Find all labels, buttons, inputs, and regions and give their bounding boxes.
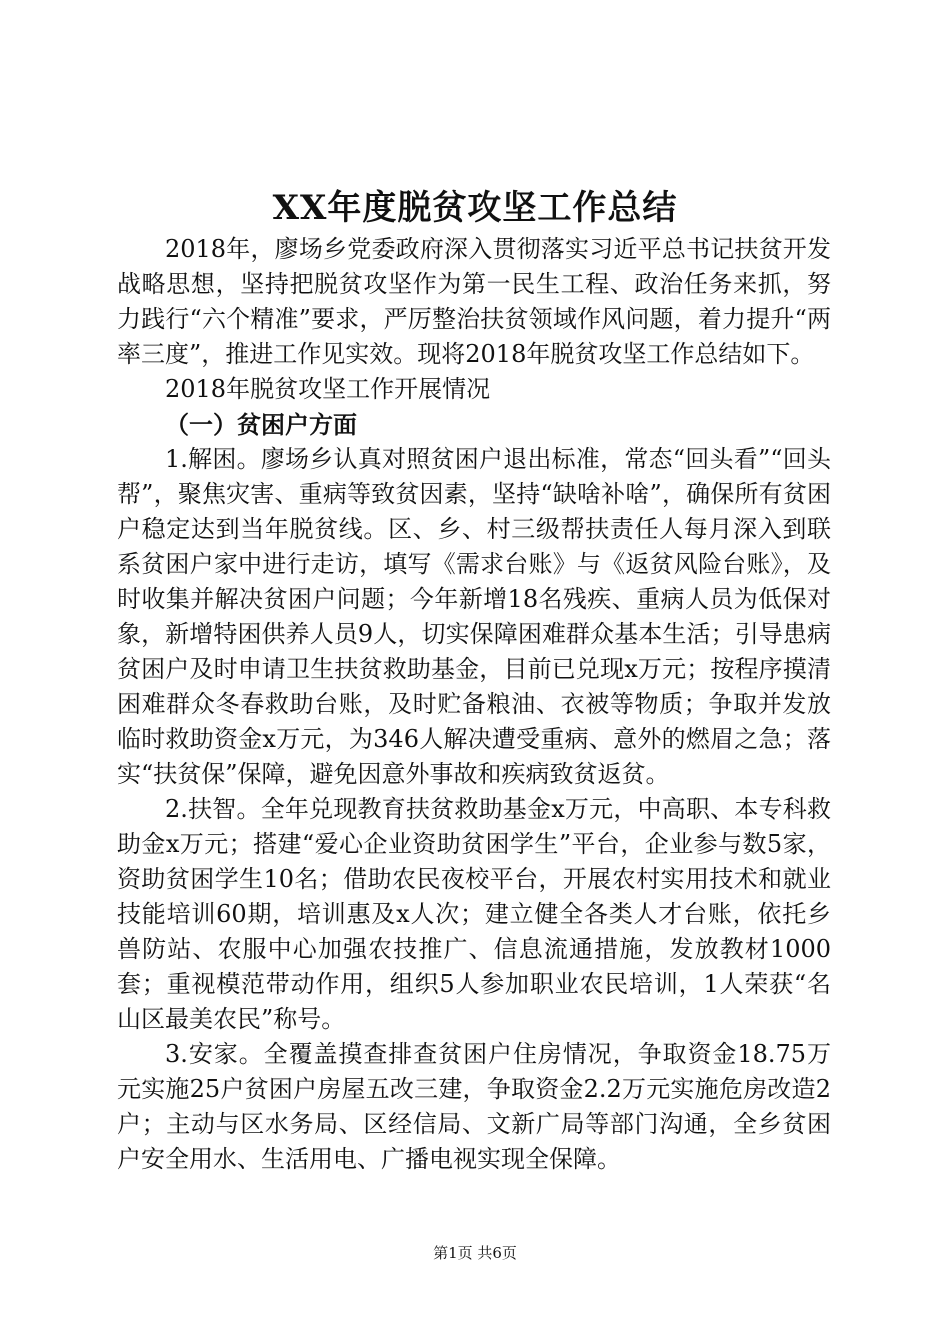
page-footer: 第1页 共6页 bbox=[433, 1244, 517, 1262]
item-paragraph-1: 1.解困。廖场乡认真对照贫困户退出标准，常态“回头看”“回头帮”，聚焦灾害、重病等致贫因素，坚持“缺啥补啥”，确保所有贫困户稳定达到当年脱贫线。区、乡、村三级帮扶责任人每月深入到联系贫困户家中进行走访，填写《需求台账》与《返贫风险台账》，及时收集并解决贫困户问题；今年新增18名残疾、重病人员为低保对象，新增特困供养人员9人，切实保障困难群众基本生活；引导患病贫困户及时申请卫生扶贫救助基金，目前已兑现x万元；按程序摸清困难群众冬春救助台账，及时贮备粮油、衣被等物质；争取并发放临时救助资金x万元，为346人解决遭受重病、意外的燃眉之急；落实“扶贫保”保障，避免因意外事故和疾病致贫返贫。 bbox=[117, 445, 831, 788]
section-heading: （一）贫困户方面 bbox=[165, 410, 357, 439]
item-paragraph-2: 2.扶智。全年兑现教育扶贫救助基金x万元，中高职、本专科救助金x万元；搭建“爱心企业资助贫困学生”平台，企业参与数5家，资助贫困学生10名；借助农民夜校平台，开展农村实用技术和就业技能培训60期，培训惠及x人次；建立健全各类人才台账，依托乡兽防站、农服中心加强农技推广、信息流通措施，发放教材1000套；重视模范带动作用，组织5人参加职业农民培训，1人荣获“名山区最美农民”称号。 bbox=[117, 795, 831, 1033]
section-intro-line: 2018年脱贫攻坚工作开展情况 bbox=[165, 375, 491, 403]
item-paragraph-3: 3.安家。全覆盖摸查排查贫困户住房情况，争取资金18.75万元实施25户贫困户房屋五改三建，争取资金2.2万元实施危房改造2户；主动与区水务局、区经信局、文新广局等部门沟通，全乡贫困户安全用水、生活用电、广播电视实现全保障。 bbox=[117, 1040, 831, 1173]
intro-paragraph: 2018年，廖场乡党委政府深入贯彻落实习近平总书记扶贫开发战略思想，坚持把脱贫攻坚作为第一民生工程、政治任务来抓，努力践行“六个精准”要求，严厉整治扶贫领域作风问题，着力提升“两率三度”，推进工作见实效。现将2018年脱贫攻坚工作总结如下。 bbox=[117, 235, 831, 368]
document-body bbox=[117, 232, 831, 1177]
document-title: XX年度脱贫攻坚工作总结 bbox=[272, 188, 678, 228]
